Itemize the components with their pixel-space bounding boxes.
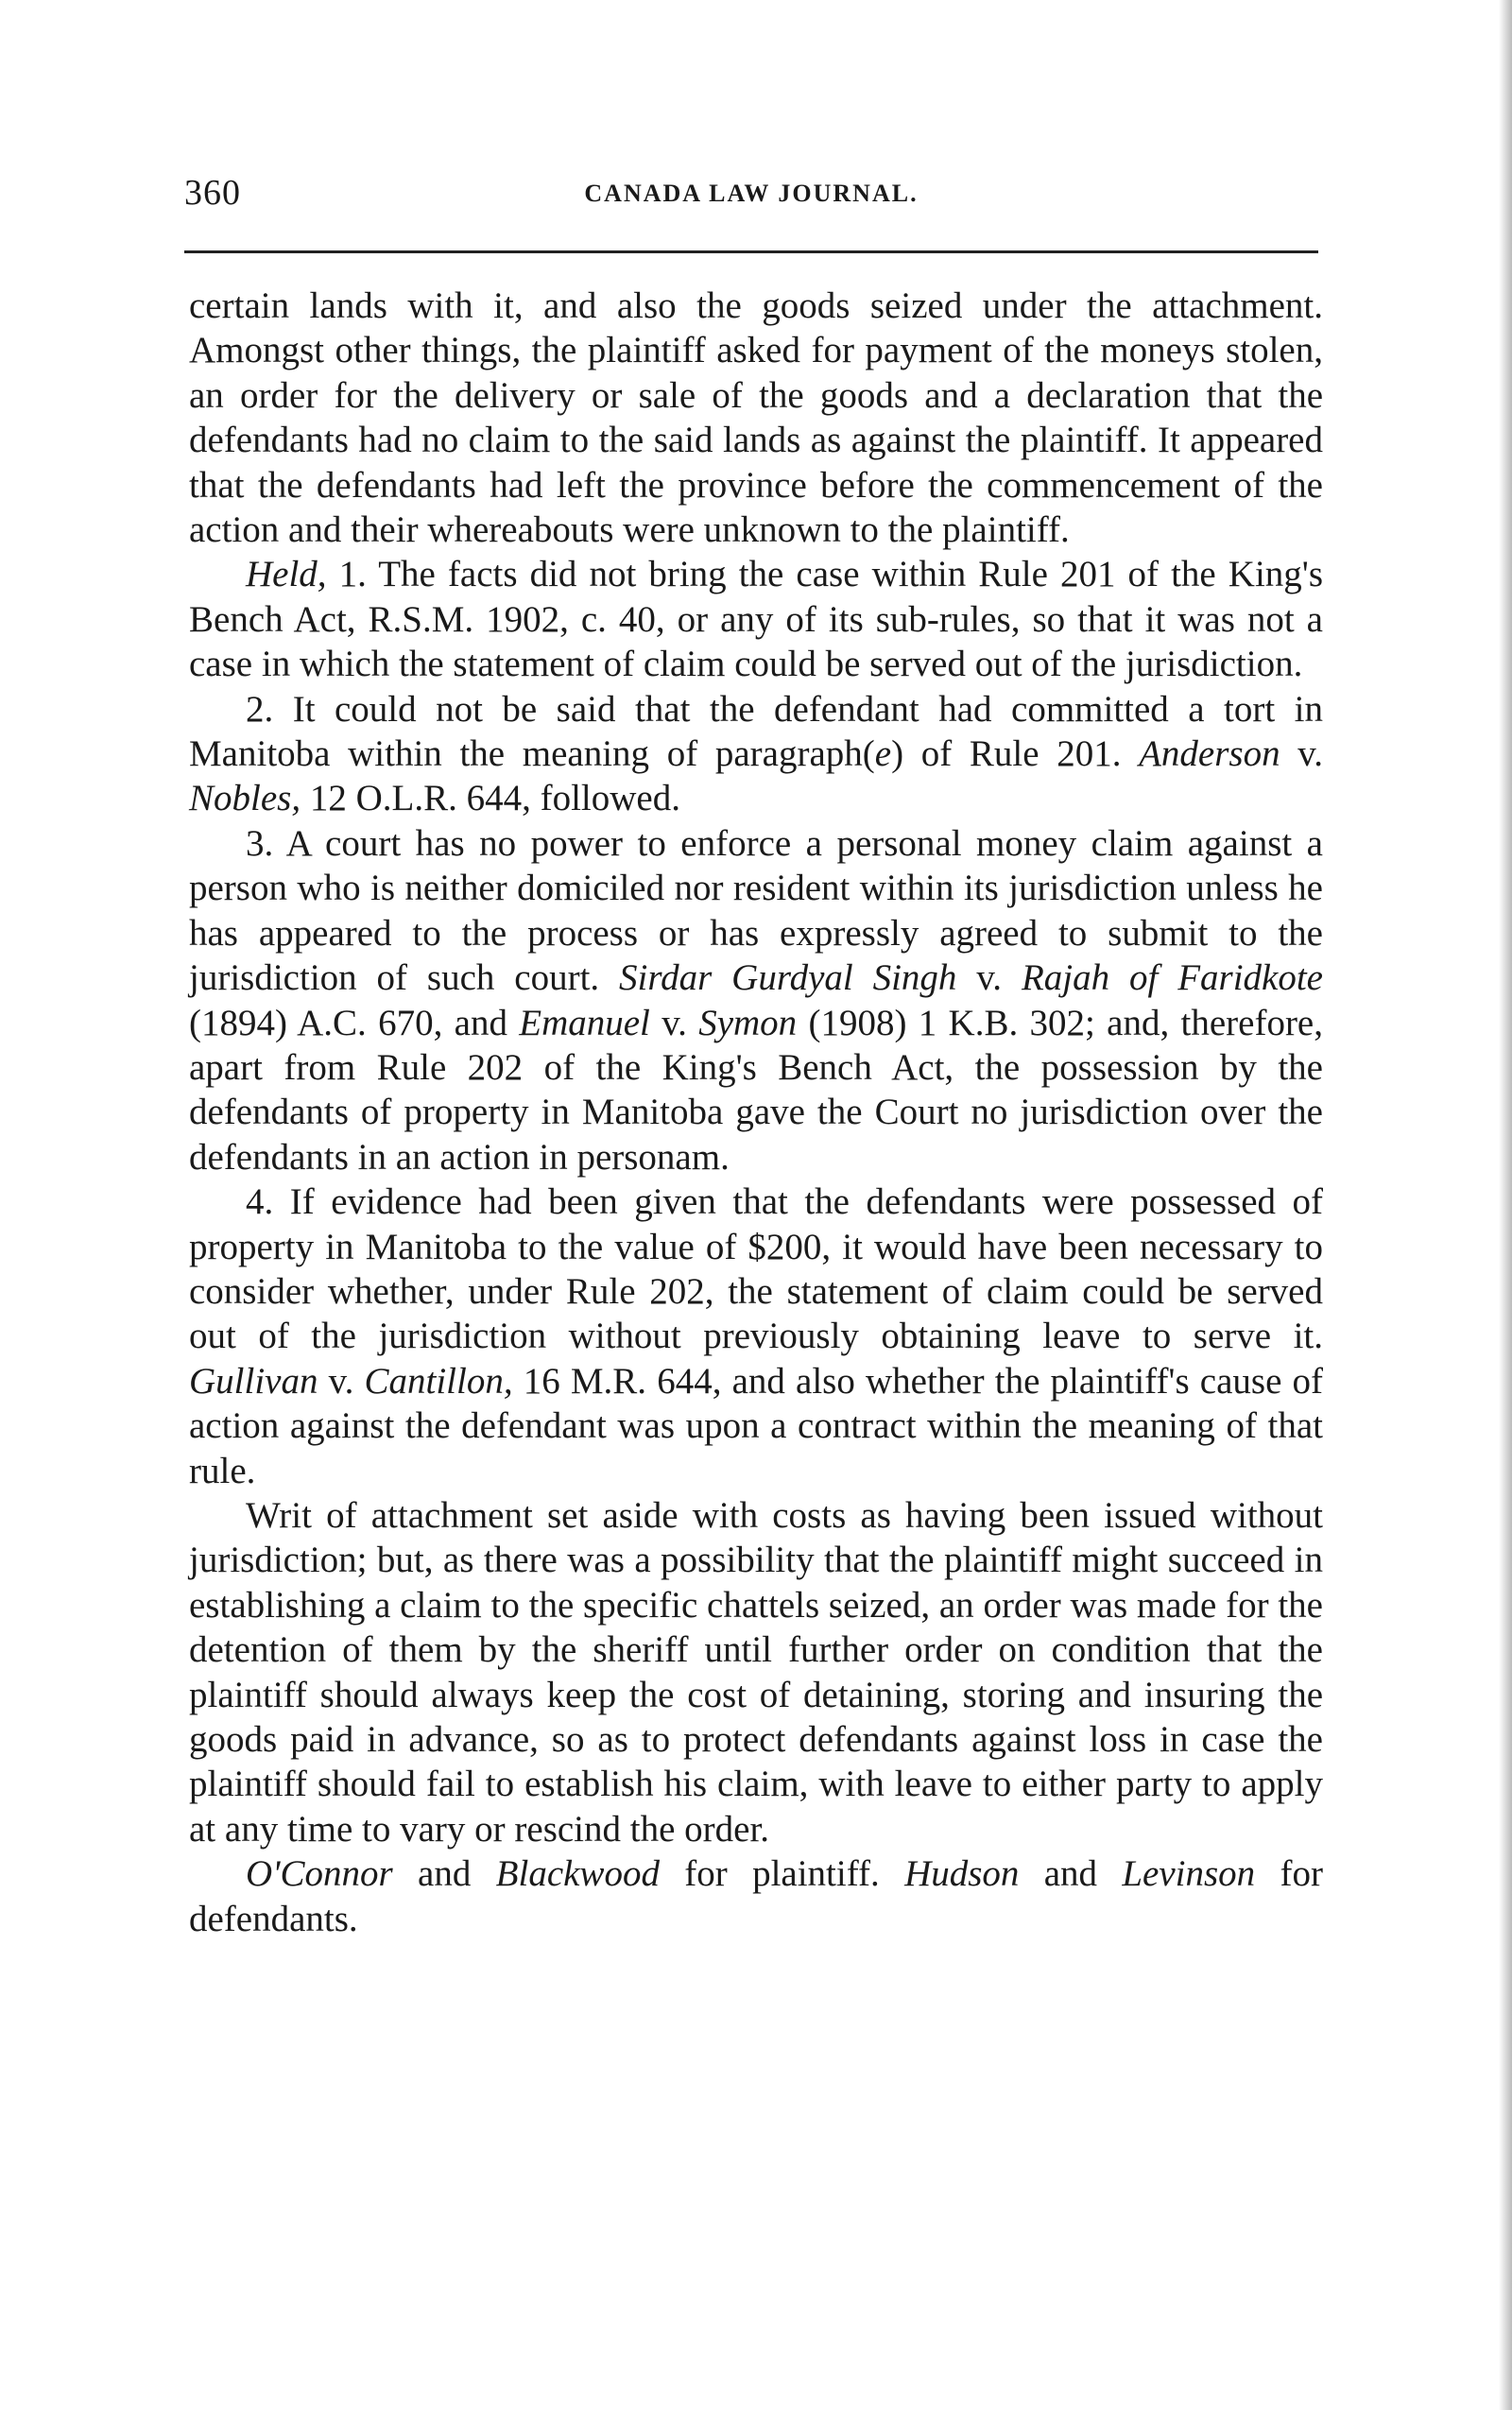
page-number: 360 <box>184 173 241 213</box>
conjunction: and <box>1019 1853 1123 1895</box>
paragraph-order <box>189 1493 1323 1851</box>
paragraph-letter: e <box>874 733 892 775</box>
page-header <box>184 172 1318 229</box>
case-name: Gullivan <box>189 1360 318 1402</box>
versus: v. <box>1280 733 1323 775</box>
paragraph-text: for defendants. <box>189 1853 1323 1939</box>
paragraph-text: certain lands with it, and also the goods seized under the attachment. Amongst other things, the plaintiff asked for payment of the moneys stolen, an order for the delivery or sale of the goods and a declaration that the defendants had no claim to the said lands as against the plaintiff. It appeared that the defendants had left the province before the commencement of the action and their whereabouts were unknown to the plaintiff. <box>189 285 1323 551</box>
paragraph-text: 1. The facts did not bring the case within Rule 201 of the King's Bench Act, R.S.M. 1902, c. 40, or any of its sub-rules, so that it was not a case in which the statement of claim could be served out of the jurisdiction. <box>189 554 1323 685</box>
paragraph-text: 16 M.R. 644, and also whether the plaintiff's cause of action against the defendant was upon a contract within the meaning of that rule. <box>189 1360 1324 1491</box>
paragraph-held <box>189 552 1323 686</box>
held-label: Held, <box>246 554 327 595</box>
case-name: Sirdar Gurdyal Singh <box>619 957 957 999</box>
paragraph-counsel <box>189 1851 1323 1941</box>
case-name: Nobles, <box>189 778 301 819</box>
case-name: Symon <box>698 1002 798 1043</box>
case-name: Emanuel <box>519 1002 650 1043</box>
paragraph-text: Writ of attachment set aside with costs as having been issued without jurisdiction; but, as there was a possibility that the plaintiff might succeed in establishing a claim to the specific chattels seized, an order was made for the detention of them by the sheriff until further order on condition that the plaintiff should always keep the cost of detaining, storing and insuring the goods paid in advance, so as to protect defendants against loss in case the plaintiff should fail to establish his claim, with leave to either party to apply at any time to vary or rescind the order. <box>189 1494 1323 1850</box>
counsel-name: Levinson <box>1122 1853 1256 1895</box>
paragraph-continuation <box>189 284 1323 552</box>
paragraph-point-3 <box>189 821 1323 1179</box>
versus: v. <box>318 1360 365 1402</box>
conjunction: and <box>392 1853 496 1895</box>
versus: v. <box>649 1002 699 1043</box>
paragraph-text: 3. A court has no power to enforce a personal money claim against a person who is neither domiciled nor resident within its jurisdiction unless he has appeared to the process or has expressly agreed to submit to the jurisdiction of such court. <box>189 822 1323 999</box>
paragraph-text: 2. It could not be said that the defendant had committed a tort in Manitoba within the meaning of paragraph( <box>189 688 1323 775</box>
paragraph-text: 4. If evidence had been given that the defendants were possessed of property in Manitoba to the value of $200, it would have been necessary to consider whether, under Rule 202, the statement of claim could be served out of the jurisdiction without previously obtaining leave to serve it. <box>189 1181 1323 1357</box>
case-name: Anderson <box>1139 733 1280 775</box>
counsel-name: Hudson <box>904 1853 1020 1895</box>
versus: v. <box>956 957 1022 999</box>
body-text <box>189 284 1323 1941</box>
counsel-name: Blackwood <box>495 1853 660 1895</box>
running-title: CANADA LAW JOURNAL. <box>584 180 919 207</box>
paragraph-point-2 <box>189 687 1323 821</box>
paragraph-text: 12 O.L.R. 644, followed. <box>301 778 680 819</box>
page-edge-shadow <box>1499 0 1512 2410</box>
case-name: Rajah of Faridkote <box>1021 957 1323 999</box>
paragraph-text: for plaintiff. <box>659 1853 905 1895</box>
case-name: Cantillon, <box>364 1360 513 1402</box>
header-rule <box>184 250 1318 253</box>
counsel-name: O'Connor <box>246 1853 393 1895</box>
paragraph-text: (1908) 1 K.B. 302; and, therefore, apart from Rule 202 of the King's Bench Act, the possession by the defendants of property in Manitoba gave the Court no jurisdiction over the defendants in an action in personam. <box>189 1002 1323 1178</box>
paragraph-text: (1894) A.C. 670, and <box>189 1002 520 1043</box>
paragraph-point-4 <box>189 1179 1323 1493</box>
paragraph-text: ) of Rule 201. <box>891 733 1140 775</box>
